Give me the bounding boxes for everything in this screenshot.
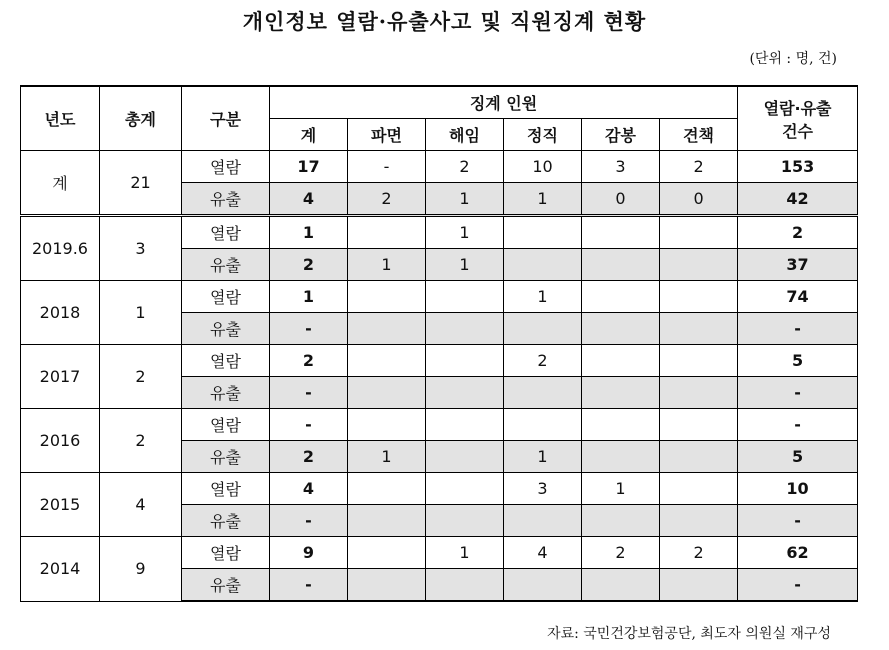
discipline-cell: 1: [270, 281, 348, 313]
type-cell: 열람: [182, 473, 270, 505]
type-cell: 열람: [182, 345, 270, 377]
discipline-cell: [426, 473, 504, 505]
year-cell: 2018: [21, 281, 100, 345]
discipline-cell: [582, 377, 660, 409]
discipline-cell: [348, 313, 426, 345]
incident-count-cell: -: [738, 505, 858, 537]
header-sub-pay-cut: 감봉: [582, 119, 660, 151]
discipline-cell: 17: [270, 151, 348, 183]
discipline-cell: 3: [582, 151, 660, 183]
discipline-cell: 2: [660, 151, 738, 183]
discipline-cell: [582, 345, 660, 377]
discipline-cell: 4: [270, 473, 348, 505]
discipline-cell: 1: [348, 249, 426, 281]
incident-count-cell: 153: [738, 151, 858, 183]
discipline-cell: [660, 473, 738, 505]
year-cell: 2016: [21, 409, 100, 473]
discipline-cell: 0: [582, 183, 660, 216]
discipline-cell: [582, 505, 660, 537]
discipline-cell: [348, 377, 426, 409]
discipline-cell: [348, 569, 426, 602]
year-cell: 2014: [21, 537, 100, 602]
discipline-cell: 1: [426, 183, 504, 216]
total-cell: 3: [100, 216, 182, 281]
discipline-cell: 0: [660, 183, 738, 216]
header-incidents-line2: 건수: [782, 121, 814, 141]
type-cell: 유출: [182, 313, 270, 345]
discipline-cell: [426, 313, 504, 345]
discipline-cell: [660, 249, 738, 281]
discipline-cell: [348, 537, 426, 569]
type-cell: 열람: [182, 151, 270, 183]
discipline-cell: [660, 505, 738, 537]
total-cell: 2: [100, 409, 182, 473]
discipline-cell: 9: [270, 537, 348, 569]
discipline-cell: [426, 409, 504, 441]
type-cell: 유출: [182, 505, 270, 537]
discipline-cell: [582, 249, 660, 281]
type-cell: 열람: [182, 409, 270, 441]
discipline-cell: [582, 216, 660, 249]
discipline-cell: [504, 377, 582, 409]
header-sub-reprimand: 견책: [660, 119, 738, 151]
discipline-cell: 1: [582, 473, 660, 505]
type-cell: 열람: [182, 537, 270, 569]
year-cell: 2019.6: [21, 216, 100, 281]
discipline-cell: -: [348, 151, 426, 183]
discipline-cell: 3: [504, 473, 582, 505]
discipline-cell: -: [270, 505, 348, 537]
discipline-cell: 1: [270, 216, 348, 249]
discipline-cell: [426, 569, 504, 602]
discipline-cell: 2: [504, 345, 582, 377]
discipline-cell: 2: [270, 441, 348, 473]
discipline-cell: [504, 249, 582, 281]
discipline-cell: [426, 441, 504, 473]
discipline-cell: 4: [504, 537, 582, 569]
discipline-cell: [426, 281, 504, 313]
discipline-cell: [504, 216, 582, 249]
type-cell: 유출: [182, 569, 270, 602]
header-sub-discharge: 해임: [426, 119, 504, 151]
discipline-cell: [660, 409, 738, 441]
header-year: 년도: [21, 86, 100, 151]
incident-count-cell: 62: [738, 537, 858, 569]
discipline-cell: 1: [426, 216, 504, 249]
incident-count-cell: 5: [738, 345, 858, 377]
discipline-cell: 2: [582, 537, 660, 569]
discipline-cell: [426, 377, 504, 409]
header-incidents-line1: 열람·유출: [763, 98, 832, 118]
incident-count-cell: 5: [738, 441, 858, 473]
discipline-cell: [660, 345, 738, 377]
discipline-cell: 2: [426, 151, 504, 183]
discipline-cell: [426, 505, 504, 537]
header-total: 총계: [100, 86, 182, 151]
incident-count-cell: 10: [738, 473, 858, 505]
discipline-cell: [504, 569, 582, 602]
table-row: [21, 473, 858, 505]
table-row: [21, 216, 858, 249]
discipline-cell: [582, 281, 660, 313]
discipline-cell: 10: [504, 151, 582, 183]
type-cell: 유출: [182, 183, 270, 216]
incident-count-cell: 42: [738, 183, 858, 216]
discipline-cell: -: [270, 409, 348, 441]
type-cell: 유출: [182, 377, 270, 409]
discipline-cell: [582, 409, 660, 441]
discipline-cell: [660, 281, 738, 313]
discipline-cell: [348, 409, 426, 441]
discipline-cell: [660, 216, 738, 249]
total-cell: 4: [100, 473, 182, 537]
discipline-cell: 2: [348, 183, 426, 216]
discipline-cell: [582, 441, 660, 473]
discipline-cell: [660, 377, 738, 409]
year-cell: 계: [21, 151, 100, 216]
discipline-cell: 1: [426, 537, 504, 569]
discipline-cell: [348, 505, 426, 537]
type-cell: 유출: [182, 441, 270, 473]
discipline-cell: 1: [504, 183, 582, 216]
discipline-cell: [504, 409, 582, 441]
page-title: 개인정보 열람·유출사고 및 직원징계 현황: [242, 9, 647, 34]
incident-count-cell: -: [738, 377, 858, 409]
discipline-cell: [348, 281, 426, 313]
discipline-cell: 2: [270, 345, 348, 377]
discipline-cell: 1: [504, 281, 582, 313]
table-row: [21, 281, 858, 313]
discipline-cell: 4: [270, 183, 348, 216]
discipline-cell: -: [270, 377, 348, 409]
total-cell: 1: [100, 281, 182, 345]
total-cell: 2: [100, 345, 182, 409]
header-sub-total: 계: [270, 119, 348, 151]
incident-count-cell: 2: [738, 216, 858, 249]
discipline-cell: 1: [426, 249, 504, 281]
incident-count-cell: -: [738, 409, 858, 441]
discipline-cell: [348, 345, 426, 377]
unit-note: (단위 : 명, 건): [749, 51, 837, 67]
year-cell: 2017: [21, 345, 100, 409]
type-cell: 열람: [182, 281, 270, 313]
discipline-cell: 2: [660, 537, 738, 569]
table-row: [21, 537, 858, 569]
discipline-cell: [660, 313, 738, 345]
discipline-cell: [348, 216, 426, 249]
discipline-cell: [348, 473, 426, 505]
header-sub-dismissal: 파면: [348, 119, 426, 151]
discipline-cell: [582, 313, 660, 345]
header-type: 구분: [182, 86, 270, 151]
year-cell: 2015: [21, 473, 100, 537]
discipline-cell: -: [270, 569, 348, 602]
discipline-cell: [660, 569, 738, 602]
table-row: [21, 345, 858, 377]
discipline-cell: 1: [504, 441, 582, 473]
discipline-cell: [426, 345, 504, 377]
incident-count-cell: 37: [738, 249, 858, 281]
header-discipline-group: 징계 인원: [270, 86, 738, 119]
incident-count-cell: -: [738, 569, 858, 602]
incident-count-cell: 74: [738, 281, 858, 313]
discipline-cell: [582, 569, 660, 602]
discipline-cell: 2: [270, 249, 348, 281]
table-row: [21, 151, 858, 183]
total-cell: 21: [100, 151, 182, 216]
discipline-cell: 1: [348, 441, 426, 473]
discipline-cell: [660, 441, 738, 473]
discipline-table: [20, 85, 858, 602]
header-sub-suspension: 정직: [504, 119, 582, 151]
type-cell: 유출: [182, 249, 270, 281]
incident-count-cell: -: [738, 313, 858, 345]
source-note: 자료: 국민건강보험공단, 최도자 의원실 재구성: [547, 626, 831, 642]
header-incidents: [738, 86, 858, 151]
table-body: [21, 151, 858, 602]
discipline-cell: [504, 505, 582, 537]
table-row: [21, 409, 858, 441]
discipline-cell: -: [270, 313, 348, 345]
total-cell: 9: [100, 537, 182, 602]
discipline-cell: [504, 313, 582, 345]
type-cell: 열람: [182, 216, 270, 249]
